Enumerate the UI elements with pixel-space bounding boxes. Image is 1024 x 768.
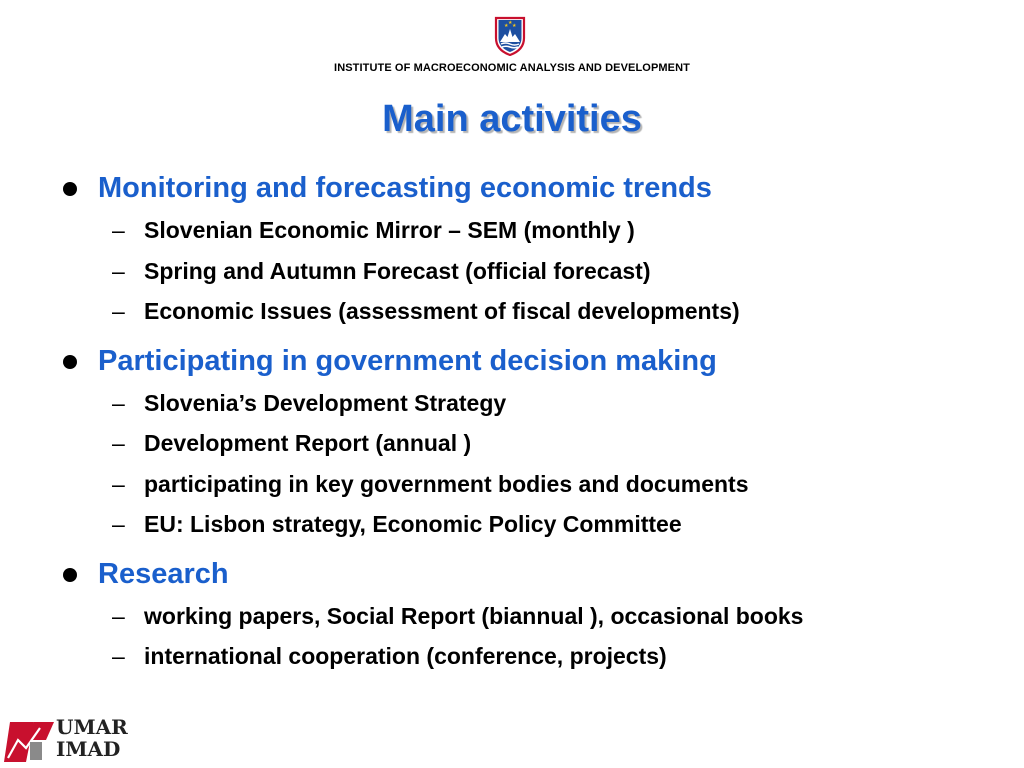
dash-icon: – xyxy=(112,511,125,537)
dash-icon: – xyxy=(112,470,125,497)
svg-text:★: ★ xyxy=(504,23,509,29)
list-item: – Economic Issues (assessment of fiscal developments) xyxy=(62,291,1002,332)
svg-text:★: ★ xyxy=(508,20,513,26)
list-item: – Development Report (annual ) xyxy=(62,423,1002,464)
institute-name: INSTITUTE OF MACROECONOMIC ANALYSIS AND DEVELOPMENT xyxy=(334,62,690,74)
bullet-dot-icon xyxy=(63,355,77,369)
list-item: – participating in key government bodies and documents xyxy=(62,464,1002,505)
logo-wordmark xyxy=(56,716,128,760)
dash-icon: – xyxy=(112,389,125,416)
section-heading: Monitoring and forecasting economic trends xyxy=(62,166,1002,210)
dash-icon: – xyxy=(112,643,125,669)
umar-logo-icon xyxy=(4,718,54,764)
bullet-dot-icon xyxy=(63,182,77,196)
umar-logo xyxy=(4,716,144,766)
svg-text:★: ★ xyxy=(512,23,517,29)
section-heading: Research xyxy=(62,552,1002,596)
dash-icon: – xyxy=(112,602,125,629)
list-item: – Slovenian Economic Mirror – SEM (monthly ) xyxy=(62,210,1002,251)
section-government xyxy=(62,339,1002,545)
bullet-list xyxy=(62,166,1002,677)
dash-icon: – xyxy=(112,430,125,456)
slide-title: Main activities xyxy=(382,98,642,140)
sub-list xyxy=(62,596,1002,677)
list-item: – Slovenia’s Development Strategy xyxy=(62,383,1002,424)
list-item: – international cooperation (conference, projects) xyxy=(62,636,1002,677)
section-monitoring xyxy=(62,166,1002,332)
dash-icon: – xyxy=(112,257,125,284)
slovenia-coat-of-arms-icon xyxy=(494,16,526,56)
dash-icon: – xyxy=(112,298,125,324)
sub-list xyxy=(62,210,1002,332)
list-item: – Spring and Autumn Forecast (official forecast) xyxy=(62,251,1002,292)
list-item: – EU: Lisbon strategy, Economic Policy Committee xyxy=(62,504,1002,545)
bullet-dot-icon xyxy=(63,568,77,582)
list-item: – working papers, Social Report (biannual ), occasional books xyxy=(62,596,1002,637)
section-research xyxy=(62,552,1002,677)
logo-line-1: UMAR xyxy=(56,715,128,739)
logo-line-2: IMAD xyxy=(56,737,121,761)
sub-list xyxy=(62,383,1002,545)
dash-icon: – xyxy=(112,217,125,243)
section-heading: Participating in government decision making xyxy=(62,339,1002,383)
